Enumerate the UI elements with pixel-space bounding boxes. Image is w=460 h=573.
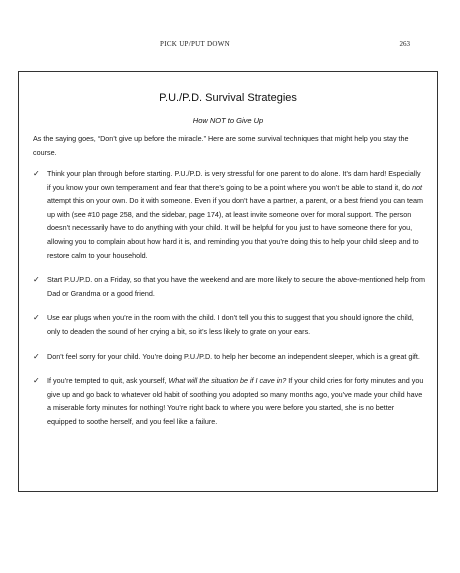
tip-item — [33, 374, 425, 428]
tip-item — [33, 167, 425, 262]
tip-item — [33, 311, 425, 338]
checkmark-icon: ✓ — [33, 313, 40, 323]
tips-list — [33, 167, 425, 440]
tip-item — [33, 350, 425, 364]
box-title: P.U./P.D. Survival Strategies — [159, 92, 297, 104]
tip-text: Start P.U./P.D. on a Friday, so that you have the weekend and are more likely to secure the above-mentioned help from Dad or Grandma or a good friend. — [47, 275, 425, 298]
tip-text: Think your plan through before starting. P.U./P.D. is very stressful for one parent to do alone. It’s darn hard! Especially if you know your own temperament and fear that there’s going to be a point where you won’t be able to stand it, do — [47, 169, 421, 192]
page-number: 263 — [399, 40, 410, 48]
tip-text: If you’re tempted to quit, ask yourself, — [47, 376, 169, 386]
tip-text: Don’t feel sorry for your child. You’re doing P.U./P.D. to help her become an independent sleeper, which is a great gift. — [47, 351, 420, 361]
tip-item — [33, 273, 425, 300]
checkmark-icon: ✓ — [33, 275, 40, 285]
checkmark-icon: ✓ — [33, 169, 40, 178]
sidebar-box — [18, 71, 438, 492]
running-head: PICK UP/PUT DOWN — [160, 40, 231, 48]
tip-text-after: attempt this on your own. Do it with someone. Even if you don’t have a partner, a parent, or a best friend you can team up with (see #10 page 258, and the sidebar, page 174), at least invite someone over for moral support. The person doesn’t necessarily have to do anything with your child. It will be helpful for you just to have someone there for you, allowing you to complain about how hard it is, and reminding you that you’re doing this to help your child sleep and to restore calm to your household. — [47, 196, 423, 260]
tip-text: Use ear plugs when you’re in the room with the child. I don’t tell you this to suggest that you should ignore the child, only to deaden the sound of her crying a bit, so it’s less likely to grate on your ears. — [47, 313, 414, 336]
intro-paragraph: As the saying goes, “Don’t give up before the miracle.” Here are some survival techniques that might help you stay the course. — [33, 134, 409, 157]
checkmark-icon: ✓ — [33, 351, 40, 361]
checkmark-icon: ✓ — [33, 376, 40, 386]
tip-text-after: If your child cries for forty minutes and you give up and go back to whatever old habit of soothing you adopted so many months ago, you’ve made your child have a miserable forty minutes for nothing! You’re right back to where you were before you started, she is no better equipped to soothe herself, and you feel like a failure. — [47, 376, 424, 426]
tip-emphasis: not — [412, 182, 423, 192]
box-subtitle: How NOT to Give Up — [192, 116, 264, 125]
tip-emphasis: What will the situation be if I cave in? — [168, 376, 287, 386]
